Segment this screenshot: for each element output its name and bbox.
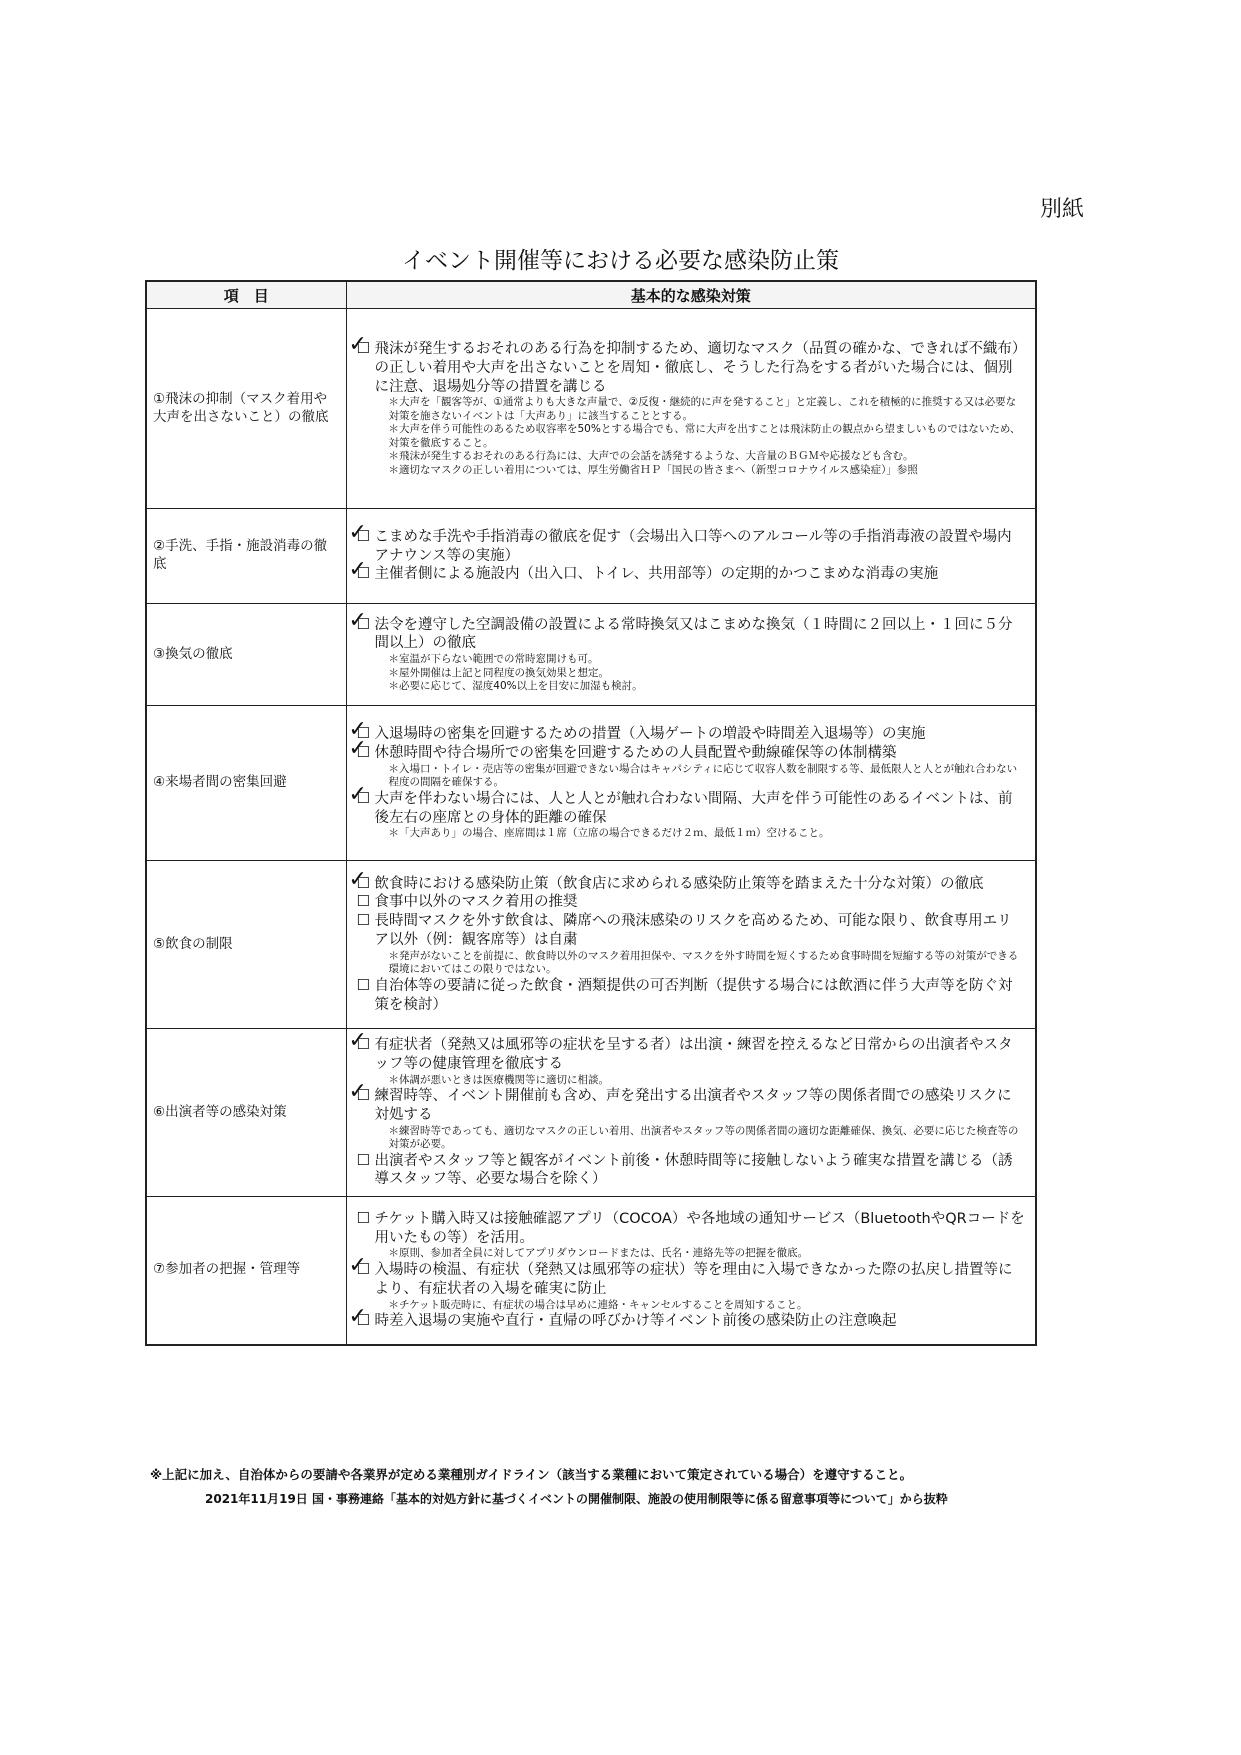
footnote-source: 2021年11月19日 国・事務連絡「基本的対処方針に基づくイベントの開催制限、施設の使用制限等に係る留意事項等について」から抜粋	[205, 1492, 948, 1506]
table-header-row	[146, 281, 1036, 309]
measure-note: ＊「大声あり」の場合、座席間は１席（立席の場合できるだけ２ｍ、最低１ｍ）空けること。	[388, 827, 830, 840]
measure-checkbox-item: ☐ 自治体等の要請に従った飲食・酒類提供の可否判断（提供する場合には飲酒に伴う大声等を防ぐ対策を検討）	[357, 977, 1026, 1015]
measure-note: ＊必要に応じて、湿度40%以上を目安に加湿も検討。	[388, 680, 643, 693]
measure-checkbox-item: ☐ 時差入退場の実施や直行・直帰の呼びかけ等イベント前後の感染防止の注意喚起 ✓	[357, 1312, 1026, 1331]
measure-checkbox-item: ☐ 有症状者（発熱又は風邪等の症状を呈する者）は出演・練習を控えるなど日常からの出演者やスタッフ等の健康管理を徹底する ✓	[357, 1036, 1026, 1074]
row-item-label: ②手洗、手指・施設消毒の徹底	[146, 509, 346, 604]
table-row	[146, 309, 1036, 509]
document-title: イベント開催等における必要な感染防止策	[402, 248, 839, 274]
header-item: 項 目	[146, 281, 346, 309]
row-measures	[346, 309, 1036, 509]
measure-checkbox-item: ☐ 食事中以外のマスク着用の推奨	[357, 893, 1026, 912]
row-item-label: ①飛沫の抑制（マスク着用や大声を出さないこと）の徹底	[146, 309, 346, 509]
measure-checkbox-item: ☐ 法令を遵守した空調設備の設置による常時換気又はこまめな換気（１時間に２回以上・１回に５分間以上）の徹底 ✓	[357, 616, 1026, 654]
measure-checkbox-item: ☐ 長時間マスクを外す飲食は、隣席への飛沫感染のリスクを高めるため、可能な限り、飲食専用エリア以外（例：観客席等）は自粛	[357, 912, 1026, 950]
table-row	[146, 1197, 1036, 1345]
measure-checkbox-item: ☐ 入退場時の密集を回避するための措置（入場ゲートの増設や時間差入退場等）の実施 ✓	[357, 725, 1026, 744]
table-row	[146, 1029, 1036, 1197]
measure-note: ＊練習時等であっても、適切なマスクの正しい着用、出演者やスタッフ等の関係者間の適切な距離確保、換気、必要に応じた検査等の対策が必要。	[388, 1124, 1019, 1151]
row-item-label: ⑤飲食の制限	[146, 861, 346, 1029]
row-measures	[346, 706, 1036, 861]
row-measures	[346, 1197, 1036, 1345]
table-row	[146, 604, 1036, 706]
measure-checkbox-item: ☐ チケット購入時又は接触確認アプリ（COCOA）や各地域の通知サービス（BluetoothやQRコードを用いたもの等）を活用。	[357, 1210, 1026, 1248]
table-row	[146, 706, 1036, 861]
measure-note: ＊適切なマスクの正しい着用については、厚生労働省ＨＰ「国民の皆さまへ（新型コロナウイルス感染症）」参照	[388, 463, 918, 476]
header-measures: 基本的な感染対策	[346, 281, 1036, 309]
measure-checkbox-item: ☐ 飲食時における感染防止策（飲食店に求められる感染防止策等を踏まえた十分な対策）の徹底 ✓	[357, 875, 1026, 894]
row-measures	[346, 861, 1036, 1029]
measure-note: ＊屋外開催は上記と同程度の換気効果と想定。	[388, 666, 609, 679]
measure-note: ＊入場口・トイレ・売店等の密集が回避できない場合はキャパシティに応じて収容人数を制限する等、最低限人と人とが触れ合わない程度の間隔を確保する。	[388, 762, 1018, 789]
measure-note: ＊飛沫が発生するおそれのある行為には、大声での会話を誘発するような、大音量のＢＧＭや応援なども含む。	[388, 450, 914, 463]
table-row	[146, 509, 1036, 604]
measure-checkbox-item: ☐ こまめな手洗や手指消毒の徹底を促す（会場出入口等へのアルコール等の手指消毒液の設置や場内アナウンス等の実施） ✓	[357, 528, 1026, 566]
footnote-guideline: ※上記に加え、自治体からの要請や各業界が定める業種別ガイドライン（該当する業種において策定されている場合）を遵守すること。	[150, 1467, 913, 1482]
row-item-label: ③換気の徹底	[146, 604, 346, 706]
row-item-label: ⑥出演者等の感染対策	[146, 1029, 346, 1197]
measure-note: ＊室温が下らない範囲での常時窓開けも可。	[388, 653, 599, 666]
measure-checkbox-item: ☐ 休憩時間や待合場所での密集を回避するための人員配置や動線確保等の体制構築 ✓	[357, 744, 1026, 763]
measure-checkbox-item: ☐ 主催者側による施設内（出入口、トイレ、共用部等）の定期的かつこまめな消毒の実施 ✓	[357, 565, 1026, 584]
measure-note: ＊チケット販売時に、有症状の場合は早めに連絡・キャンセルすることを周知すること。	[388, 1298, 808, 1311]
measure-note: ＊体調が悪いときは医療機関等に適切に相談。	[388, 1073, 609, 1086]
measure-checkbox-item: ☐ 入場時の検温、有症状（発熱又は風邪等の症状）等を理由に入場できなかった際の払戻し措置等により、有症状者の入場を確実に防止 ✓	[357, 1261, 1026, 1299]
row-measures	[346, 1029, 1036, 1197]
measure-checkbox-item: ☐ 出演者やスタッフ等と観客がイベント前後・休憩時間等に接触しないよう確実な措置を講じる（誘導スタッフ等、必要な場合を除く）	[357, 1152, 1026, 1190]
row-measures	[346, 604, 1036, 706]
measure-checkbox-item: ☐ 大声を伴わない場合には、人と人とが触れ合わない間隔、大声を伴う可能性のあるイベントは、前後左右の座席との身体的距離の確保 ✓	[357, 790, 1026, 828]
measure-note: ＊大声を伴う可能性のあるため収容率を50%とする場合でも、常に大声を出すことは飛沫防止の観点から望ましいものではないため、対策を徹底すること。	[388, 423, 1021, 449]
row-item-label: ⑦参加者の把握・管理等	[146, 1197, 346, 1345]
row-measures	[346, 509, 1036, 604]
measure-note: ＊発声がないことを前提に、飲食時以外のマスク着用担保や、マスクを外す時間を短くするため食事時間を短縮する等の対策ができる環境においてはこの限りではない。	[388, 949, 1019, 976]
measure-note: ＊原則、参加者全員に対してアプリダウンロードまたは、氏名・連絡先等の把握を徹底。	[388, 1247, 809, 1260]
table-row	[146, 861, 1036, 1029]
measure-checkbox-item: ☐ 練習時等、イベント開催前も含め、声を発出する出演者やスタッフ等の関係者間での感染リスクに対処する ✓	[357, 1087, 1026, 1125]
measure-checkbox-item: ☐ 飛沫が発生するおそれのある行為を抑制するため、適切なマスク（品質の確かな、できれば不織布）の正しい着用や大声を出さないことを周知・徹底し、そうした行為をする者がいた場合には、個別に注意、退場処分等の措置を講じる ✓	[357, 340, 1026, 397]
measure-note: ＊大声を「観客等が、①通常よりも大きな声量で、②反復・継続的に声を発すること」と定義し、これを積極的に推奨する又は必要な対策を施さないイベントは「大声あり」に該当することとする。	[388, 396, 1017, 422]
annex-label: 別紙	[1040, 197, 1085, 222]
measures-table	[145, 280, 1037, 1346]
row-item-label: ④来場者間の密集回避	[146, 706, 346, 861]
